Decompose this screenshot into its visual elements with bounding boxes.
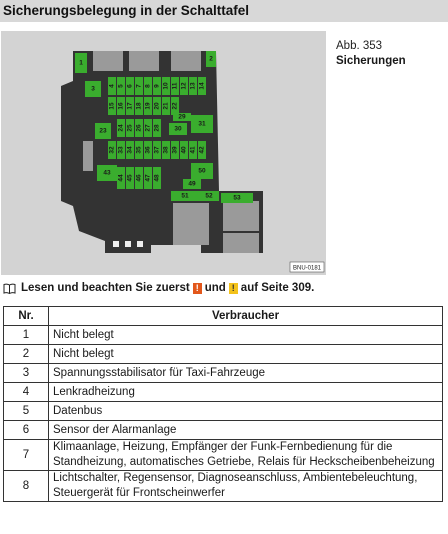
book-icon — [3, 283, 16, 294]
fuse-label-11: 11 — [171, 82, 179, 90]
caution-icon[interactable]: ! — [229, 283, 238, 294]
table-row — [4, 402, 443, 421]
fuse-label-13: 13 — [189, 82, 197, 90]
notice-line — [3, 282, 314, 294]
table-row — [4, 364, 443, 383]
row-number: 4 — [4, 383, 49, 402]
relay — [83, 141, 93, 171]
row-number: 2 — [4, 345, 49, 364]
column-header-nr: Nr. — [4, 307, 49, 326]
fuse-label-45: 45 — [126, 174, 134, 182]
table-row — [4, 345, 443, 364]
notice-and: und — [204, 282, 226, 294]
fuse-label-32: 32 — [108, 146, 116, 154]
fuse-label-53: 53 — [233, 194, 241, 202]
fuse-label-27: 27 — [144, 124, 152, 132]
fuse-label-39: 39 — [171, 146, 179, 154]
fuse-label-46: 46 — [135, 174, 143, 182]
row-number: 8 — [4, 471, 49, 502]
fuse-label-1: 1 — [79, 59, 83, 67]
row-description: Nicht belegt — [49, 345, 443, 364]
fuse-box-diagram — [1, 31, 326, 275]
table-row — [4, 421, 443, 440]
row-description: Lenkradheizung — [49, 383, 443, 402]
terminal — [125, 241, 131, 247]
fuse-label-48: 48 — [153, 174, 161, 182]
fuse-label-22: 22 — [171, 102, 179, 110]
fuse-label-44: 44 — [117, 174, 125, 182]
fuse-box-figure — [1, 31, 326, 275]
notice-suffix: auf Seite 309. — [240, 282, 315, 294]
fuse-label-6: 6 — [126, 84, 134, 88]
fuse-label-47: 47 — [144, 174, 152, 182]
relay — [223, 201, 259, 231]
fuse-label-40: 40 — [180, 146, 188, 154]
fuse-label-3: 3 — [91, 85, 95, 93]
fuse-label-20: 20 — [153, 102, 161, 110]
fuse-label-21: 21 — [162, 102, 170, 110]
fuse-label-49: 49 — [188, 180, 196, 188]
fuse-label-18: 18 — [135, 102, 143, 110]
fuse-label-2: 2 — [209, 55, 213, 63]
fuse-label-16: 16 — [117, 102, 125, 110]
fuse-label-37: 37 — [153, 146, 161, 154]
row-description: Sensor der Alarmanlage — [49, 421, 443, 440]
top-cap — [129, 51, 159, 71]
image-code: BNU-0181 — [292, 265, 322, 272]
fuse-label-17: 17 — [126, 102, 134, 110]
row-number: 7 — [4, 440, 49, 471]
section-header — [0, 0, 448, 22]
relay — [173, 203, 209, 245]
fuse-label-23: 23 — [99, 127, 107, 135]
fuse-label-52: 52 — [205, 192, 213, 200]
fuse-label-4: 4 — [108, 84, 116, 88]
fuse-label-9: 9 — [153, 84, 161, 88]
table-row — [4, 383, 443, 402]
fuse-label-38: 38 — [162, 146, 170, 154]
table-header-row — [4, 307, 443, 326]
fuse-label-7: 7 — [135, 84, 143, 88]
row-number: 1 — [4, 326, 49, 345]
table-row — [4, 471, 443, 502]
fuse-label-29: 29 — [178, 113, 186, 121]
warning-icon[interactable]: ! — [193, 283, 202, 294]
row-number: 5 — [4, 402, 49, 421]
fuse-assignment-table — [3, 306, 443, 502]
top-cap — [93, 51, 123, 71]
fuse-label-50: 50 — [198, 167, 206, 175]
fuse-label-33: 33 — [117, 146, 125, 154]
fuse-label-12: 12 — [180, 82, 188, 90]
notice-prefix: Lesen und beachten Sie zuerst — [21, 282, 190, 294]
row-number: 3 — [4, 364, 49, 383]
fuse-label-51: 51 — [181, 192, 189, 200]
figure-number: Abb. 353 — [336, 40, 383, 52]
column-header-consumer: Verbraucher — [49, 307, 443, 326]
row-description: Klimaanlage, Heizung, Empfänger der Funk-Fernbedienung für die Standheizung, automatisches Getriebe, Relais für Heckscheibenbeheizung — [49, 440, 443, 471]
top-cap — [171, 51, 201, 71]
fuse-label-28: 28 — [153, 124, 161, 132]
fuse-label-31: 31 — [198, 120, 206, 128]
fuse-label-42: 42 — [198, 146, 206, 154]
fuse-label-26: 26 — [135, 124, 143, 132]
row-description: Datenbus — [49, 402, 443, 421]
terminal — [137, 241, 143, 247]
fuse-label-14: 14 — [198, 82, 206, 90]
figure-caption — [336, 39, 406, 69]
relay — [223, 233, 259, 253]
fuse-label-8: 8 — [144, 84, 152, 88]
fuse-label-25: 25 — [126, 124, 134, 132]
fuse-label-30: 30 — [174, 125, 182, 133]
fuse-label-10: 10 — [162, 82, 170, 90]
fuse-label-5: 5 — [117, 84, 125, 88]
fuse-label-15: 15 — [108, 102, 116, 110]
row-number: 6 — [4, 421, 49, 440]
fuse-label-41: 41 — [189, 146, 197, 154]
fuse-label-36: 36 — [144, 146, 152, 154]
row-description: Nicht belegt — [49, 326, 443, 345]
fuse-label-35: 35 — [135, 146, 143, 154]
fuse-label-24: 24 — [117, 124, 125, 132]
row-description: Spannungsstabilisator für Taxi-Fahrzeuge — [49, 364, 443, 383]
terminal — [113, 241, 119, 247]
fuse-label-43: 43 — [103, 169, 111, 177]
table-row — [4, 440, 443, 471]
table-row — [4, 326, 443, 345]
row-description: Lichtschalter, Regensensor, Diagnoseanschluss, Ambientebeleuchtung, Steuergerät für Frontscheinwerfer — [49, 471, 443, 502]
figure-title: Sicherungen — [336, 55, 406, 67]
section-title: Sicherungsbelegung in der Schalttafel — [3, 3, 250, 18]
fuse-label-19: 19 — [144, 102, 152, 110]
fuse-label-34: 34 — [126, 146, 134, 154]
